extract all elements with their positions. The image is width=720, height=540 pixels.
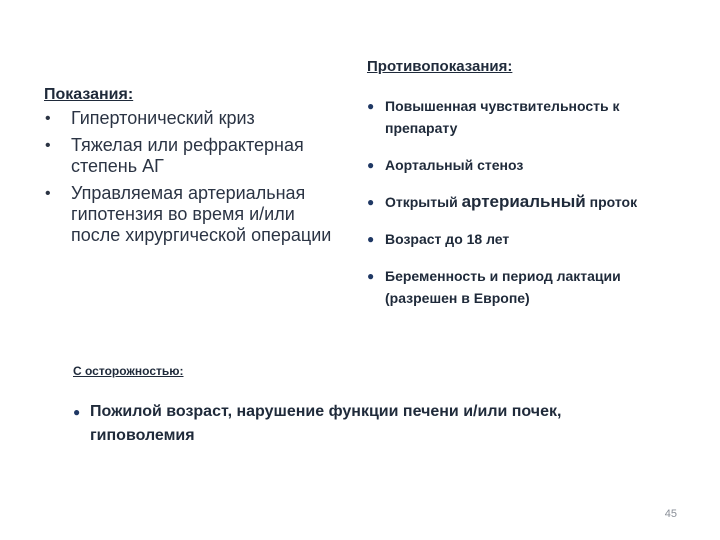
bullet-icon: • — [45, 185, 51, 202]
bullet-icon: • — [45, 137, 51, 154]
caution-section — [73, 364, 633, 448]
list-item: ● Возраст до 18 лет — [367, 228, 667, 250]
bullet-icon: ● — [73, 405, 81, 419]
contraindications-section — [367, 58, 667, 324]
contraindications-list — [367, 95, 667, 309]
list-item: ● Пожилой возраст, нарушение функции печени и/или почек, гиповолемия — [73, 400, 580, 448]
indications-heading: Показания: — [44, 86, 134, 103]
bullet-icon: • — [45, 110, 51, 127]
indications-list — [44, 108, 344, 246]
bullet-icon: ● — [367, 232, 375, 246]
list-item: • Гипертонический криз — [45, 108, 255, 128]
list-item: ● Беременность и период лактации (разрешен в Европе) — [367, 265, 667, 309]
bullet-icon: ● — [367, 158, 375, 172]
list-item: ● Аортальный стеноз — [367, 154, 667, 176]
contraindications-heading: Противопоказания: — [367, 58, 513, 75]
page-number: 45 — [664, 508, 677, 520]
bullet-icon: ● — [367, 195, 375, 209]
bullet-icon: ● — [367, 269, 375, 283]
list-item: ● Открытый артериальный проток — [367, 192, 638, 211]
list-item: ● Повышенная чувствительность к препарату — [367, 95, 667, 139]
caution-list — [73, 400, 633, 448]
list-item: • Управляемая артериальная гипотензия во время и/или после хирургической операции — [45, 183, 332, 245]
caution-heading: С осторожностью: — [73, 364, 184, 378]
list-item: • Тяжелая или рефрактерная степень АГ — [45, 135, 304, 176]
bullet-icon: ● — [367, 99, 375, 113]
indications-section — [44, 86, 344, 252]
